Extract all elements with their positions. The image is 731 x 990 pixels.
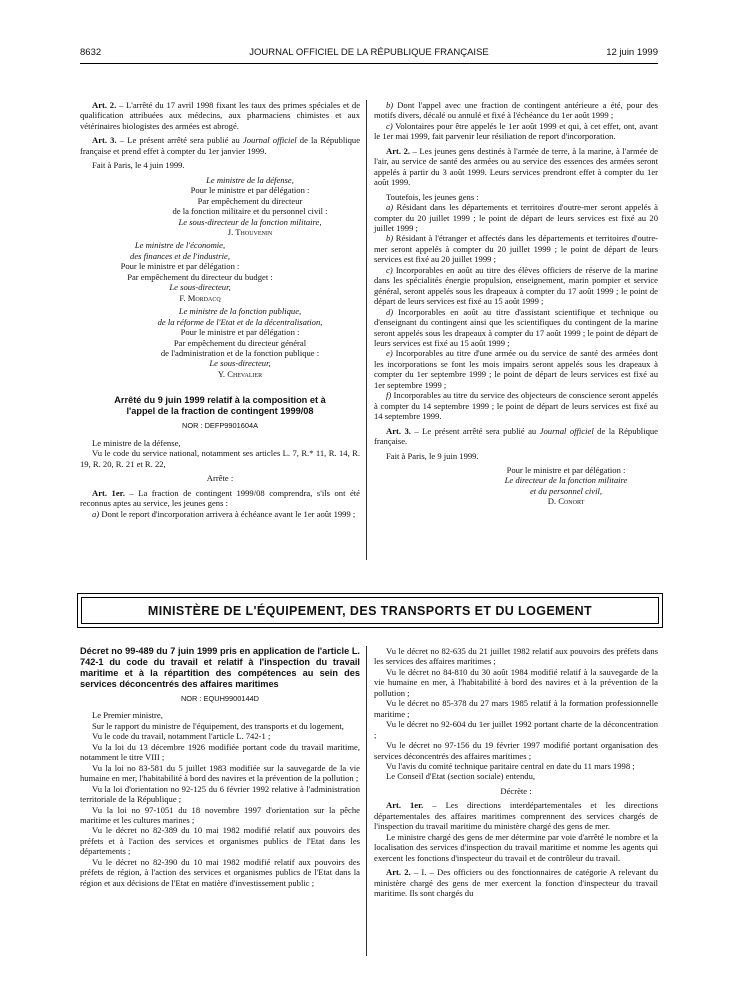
bottom-left-column: [80, 646, 360, 888]
item-rf: f) Incorporables au titre du service des objecteurs de conscience seront appelés à compter du 14 septembre 1999 ; le point de départ de leurs services est fixé au 14 septembre 1999.: [374, 390, 658, 422]
page-number: 8632: [80, 47, 102, 58]
decret-r-p1: Vu le décret no 82-635 du 21 juillet 1982 relatif aux pouvoirs des préfets dans les services des affaires maritimes ;: [374, 646, 658, 667]
toutefois: Toutefois, les jeunes gens :: [386, 191, 479, 202]
article-3-right: Art. 3. – Le présent arrêté sera publié au Journal officiel de la République française.: [374, 425, 658, 447]
decret-article-1: Art. 1er. – Les directions interdépartementales et les directions départementales des affaires maritimes comprennent des services chargés de l'inspection du travail maritime du ministère chargé des gens de mer.: [374, 800, 658, 832]
arrete-heading: [80, 395, 360, 431]
arrete-label: Arrête :: [206, 473, 234, 484]
done-at: Fait à Paris, le 4 juin 1999.: [92, 160, 185, 171]
page-header: [80, 47, 658, 63]
decret-title: Décret no 99-489 du 7 juin 1999 pris en application de l'article L. 742-1 du code du travail et relatif à l'inspection du travail maritime et à la répartition des compétences au sein des services déconcentrés des affaires maritimes: [80, 646, 360, 689]
arrete-nor: NOR : DEFP9901604A: [182, 421, 258, 431]
arrete-p1: Le ministre de la défense,: [92, 437, 181, 448]
item-c: c) Volontaires pour être appelés le 1er août 1999 et qui, à cet effet, ont, avant le 1er mai 1999, fait parvenir leur résiliation de report d'incorporation.: [374, 120, 658, 142]
item-b: b) Dont l'appel avec une fraction de contingent antérieure a été, pour des motifs divers, décalé ou annulé et fixé à l'échéance du 1er août 1999 ;: [374, 100, 658, 121]
signature-block-2: Le ministre de l'économie, des finances et de l'industrie, Pour le ministre et par délégation : Par empêchement du directeur du budget : Le sous-directeur, F. Mordacq: [120, 240, 273, 303]
arrete-title: Arrêté du 9 juin 1999 relatif à la composition et à l'appel de la fraction de contingent 1999/08: [114, 395, 326, 417]
article-2: Art. 2. – L'arrêté du 17 avril 1998 fixant les taux des primes spéciales et de qualification attribuées aux médecins, aux pharmaciens chimistes et aux vétérinaires biologistes des armées est abrogé.: [80, 100, 361, 131]
decret-r-p8: Le ministre chargé des gens de mer détermine par voie d'arrêté le nombre et la localisation des services d'inspection du travail maritime et nomme les agents qui exercent les fonctions d'inspecteur du travail et de contrôleur du travail.: [374, 831, 658, 863]
arrete-item-a: a) Dont le report d'incorporation arrivera à échéance avant le 1er août 1999 ;: [92, 508, 356, 519]
decret-p4: Vu la loi du 13 décembre 1926 modifiée portant code du travail maritime, notamment le titre VIII ;: [80, 741, 360, 763]
decret-p9: Vu le décret no 82-390 du 10 mai 1982 modifié relatif aux pouvoirs des préfets de région, à l'action des services et organismes publics de l'Etat dans la région et aux décisions de l'Etat en matière d'investissement public ;: [80, 856, 360, 888]
issue-date: 12 juin 1999: [606, 47, 658, 58]
item-rb: b) Résidant à l'étranger et affectés dans les départements et territoires d'outre-mer seront appelés à compter du 20 juillet 1999 ; le point de départ de leurs services est fixé au 20 juillet 1999 ;: [374, 233, 658, 265]
decret-r-p7: Le Conseil d'Etat (section sociale) entendu,: [386, 771, 536, 782]
article-2-right: Art. 2. – Les jeunes gens destinés à l'armée de terre, à la marine, à l'armée de l'air, au service de santé des armées ou au service des essences des armées seront appelés à partir du 3 août 1999. Leurs services prendront effet à compter du 1er août 1999.: [374, 145, 658, 188]
column-divider-bottom: [366, 646, 367, 956]
arrete-p2: Vu le code du service national, notamment ses articles L. 7, R.* 11, R. 14, R. 19, R. 20, R. 21 et R. 22,: [80, 448, 360, 469]
decret-nor: NOR : EQUH9900144D: [180, 694, 260, 703]
decret-p7: Vu la loi no 97-1051 du 18 novembre 1997 d'orientation sur la pêche maritime et les cultures marines ;: [80, 804, 360, 825]
decret-r-p5: Vu le décret no 97-156 du 19 février 1997 modifié portant organisation des services déconcentrés des affaires maritimes ;: [374, 740, 658, 761]
top-right-column: [374, 100, 658, 507]
decret-r-p3: Vu le décret no 85-378 du 27 mars 1985 relatif à la formation professionnelle maritime ;: [374, 698, 658, 719]
article-3: Art. 3. – Le présent arrêté sera publié au Journal officiel de la République française et prend effet à compter du 1er janvier 1999.: [80, 135, 361, 156]
signature-block-1: Le ministre de la défense, Pour le ministre et par délégation : Par empêchement du directeur de la fonction militaire et du personnel civil : Le sous-directeur de la fonction militaire, J. Thouvenin: [172, 174, 328, 237]
decret-r-p6: Vu l'avis du comité technique paritaire central en date du 11 mars 1998 ;: [386, 760, 635, 771]
arrete-article-1: Art. 1er. – La fraction de contingent 1999/08 comprendra, s'ils ont été reconnus aptes au service, les jeunes gens :: [80, 487, 360, 509]
decret-article-2: Art. 2. – I. – Des officiers ou des fonctionnaires de catégorie A relevant du ministère chargé des gens de mer exercent la fonction d'inspecteur du travail maritime. Ils sont chargés du: [374, 867, 658, 898]
bottom-right-column: [374, 646, 658, 898]
decret-p8: Vu le décret no 82-389 du 10 mai 1982 modifié relatif aux pouvoirs des préfets et à l'action des services et organismes publics de l'Etat dans les départements ;: [80, 825, 360, 857]
ministry-banner: MINISTÈRE DE L'ÉQUIPEMENT, DES TRANSPORTS ET DU LOGEMENT: [81, 597, 659, 624]
done-at-right: Fait à Paris, le 9 juin 1999.: [386, 450, 479, 461]
signature-block-right: Pour le ministre et par délégation : Le directeur de la fonction militaire et du personnel civil, D. Conort: [504, 464, 628, 507]
item-rd: d) Incorporables en août au titre d'assistant scientifique et technique ou d'enseignant du contingent ainsi que les scientifiques du contingent de la marine seront appelés sous les drapeaux à compter du 17 août 1999 ; le point de départ de leurs services est fixé au 15 août 1999 ;: [374, 306, 658, 348]
decret-p6: Vu la loi d'orientation no 92-125 du 6 février 1992 relative à l'administration territoriale de la République ;: [80, 783, 360, 805]
decret-p2: Sur le rapport du ministre de l'équipement, des transports et du logement,: [92, 720, 344, 731]
top-left-column: [80, 100, 360, 519]
decrete-label: Décrète :: [500, 785, 532, 796]
column-divider-top: [366, 100, 367, 560]
journal-title: JOURNAL OFFICIEL DE LA RÉPUBLIQUE FRANÇAISE: [249, 47, 489, 58]
item-re: e) Incorporables au titre d'une armée ou du service de santé des armées dont les incorporations se font les mois impairs seront appelés sous les drapeaux à compter du 1er septembre 1999 ; le point de départ de leurs services est fixé au 1er septembre 1999 ;: [374, 348, 658, 390]
decret-r-p2: Vu le décret no 84-810 du 30 août 1984 modifié relatif à la sauvegarde de la vie humaine en mer, à l'habitabilité à bord des navires et à la prévention de la pollution ;: [374, 666, 658, 698]
decret-p5: Vu la loi no 83-581 du 5 juillet 1983 modifiée sur la sauvegarde de la vie humaine en mer, l'habitabilité à bord des navires et la prévention de la pollution ;: [80, 762, 360, 784]
header-rule: [80, 63, 658, 64]
decret-r-p4: Vu le décret no 92-604 du 1er juillet 1992 portant charte de la déconcentration ;: [374, 719, 658, 740]
decret-p1: Le Premier ministre,: [92, 710, 163, 721]
item-rc: c) Incorporables en août au titre des élèves officiers de réserve de la marine dans les spécialités énergie propulsion, enseignement, marin pompier et service général, seront appelés sous les drapeaux à compter du 17 août 1999 ; le point de départ de leurs services est fixé au 15 août 1999 ;: [374, 264, 658, 307]
item-ra: a) Résidant dans les départements et territoires d'outre-mer seront appelés à compter du 20 juillet 1999 ; le point de départ de leurs services est fixé au 20 juillet 1999 ;: [374, 202, 658, 233]
signature-block-3: Le ministre de la fonction publique, de la réforme de l'Etat et de la décentralisation, Pour le ministre et par délégation : Par empêchement du directeur général de l'administration et de la fonction publique : Le sous-directeur, Y. Chevalier: [157, 306, 323, 379]
decret-p3: Vu le code du travail, notamment l'article L. 742-1 ;: [92, 731, 271, 742]
